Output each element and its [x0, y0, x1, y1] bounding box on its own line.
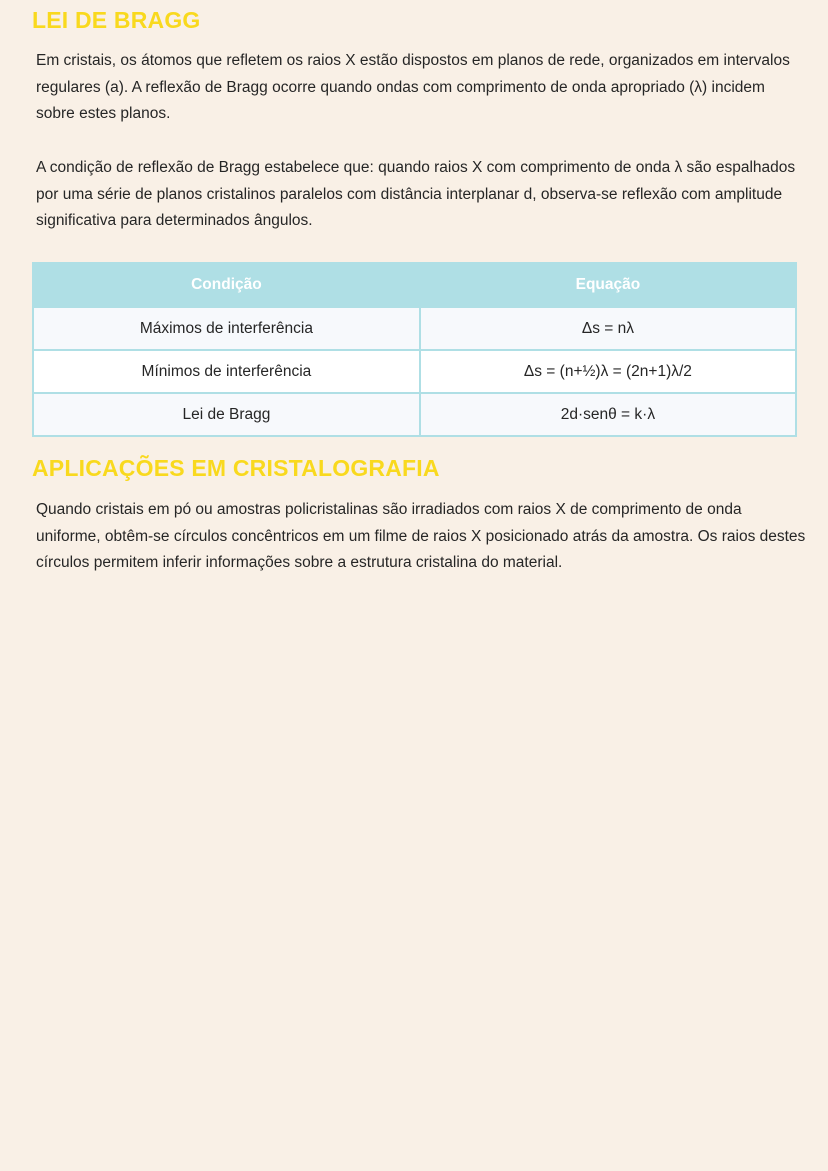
header-condicao: Condição — [33, 263, 420, 307]
cell-condition: Mínimos de interferência — [33, 350, 420, 393]
cell-equation: Δs = nλ — [420, 307, 796, 350]
header-equacao: Equação — [420, 263, 796, 307]
paragraph-applications: Quando cristais em pó ou amostras policristalinas são irradiados com raios X de comprimento de onda uniforme, obtêm-se círculos concêntricos em um filme de raios X posicionado atrás da amostra. Os raios destes círculos permitem inferir informações sobre a estrutura cristalina do material. — [36, 501, 806, 571]
equations-table — [32, 262, 797, 437]
cell-condition: Máximos de interferência — [33, 307, 420, 350]
cell-equation: Δs = (n+½)λ = (2n+1)λ/2 — [420, 350, 796, 393]
cell-equation: 2d·senθ = k·λ — [420, 393, 796, 436]
cell-condition: Lei de Bragg — [33, 393, 420, 436]
paragraph-intro: Em cristais, os átomos que refletem os raios X estão dispostos em planos de rede, organizados em intervalos regulares (a). A reflexão de Bragg ocorre quando ondas com comprimento de onda apropriado (λ) incidem sobre estes planos. — [36, 52, 790, 122]
section-title-bragg: LEI DE BRAGG — [32, 7, 201, 33]
section-title-applications: APLICAÇÕES EM CRISTALOGRAFIA — [32, 455, 440, 481]
table-row — [33, 393, 796, 436]
table-row — [33, 307, 796, 350]
paragraph-condition: A condição de reflexão de Bragg estabelece que: quando raios X com comprimento de onda λ são espalhados por uma série de planos cristalinos paralelos com distância interplanar d, observa-se reflexão com amplitude significativa para determinados ângulos. — [36, 159, 796, 229]
table-header-row — [33, 263, 796, 307]
table-row — [33, 350, 796, 393]
